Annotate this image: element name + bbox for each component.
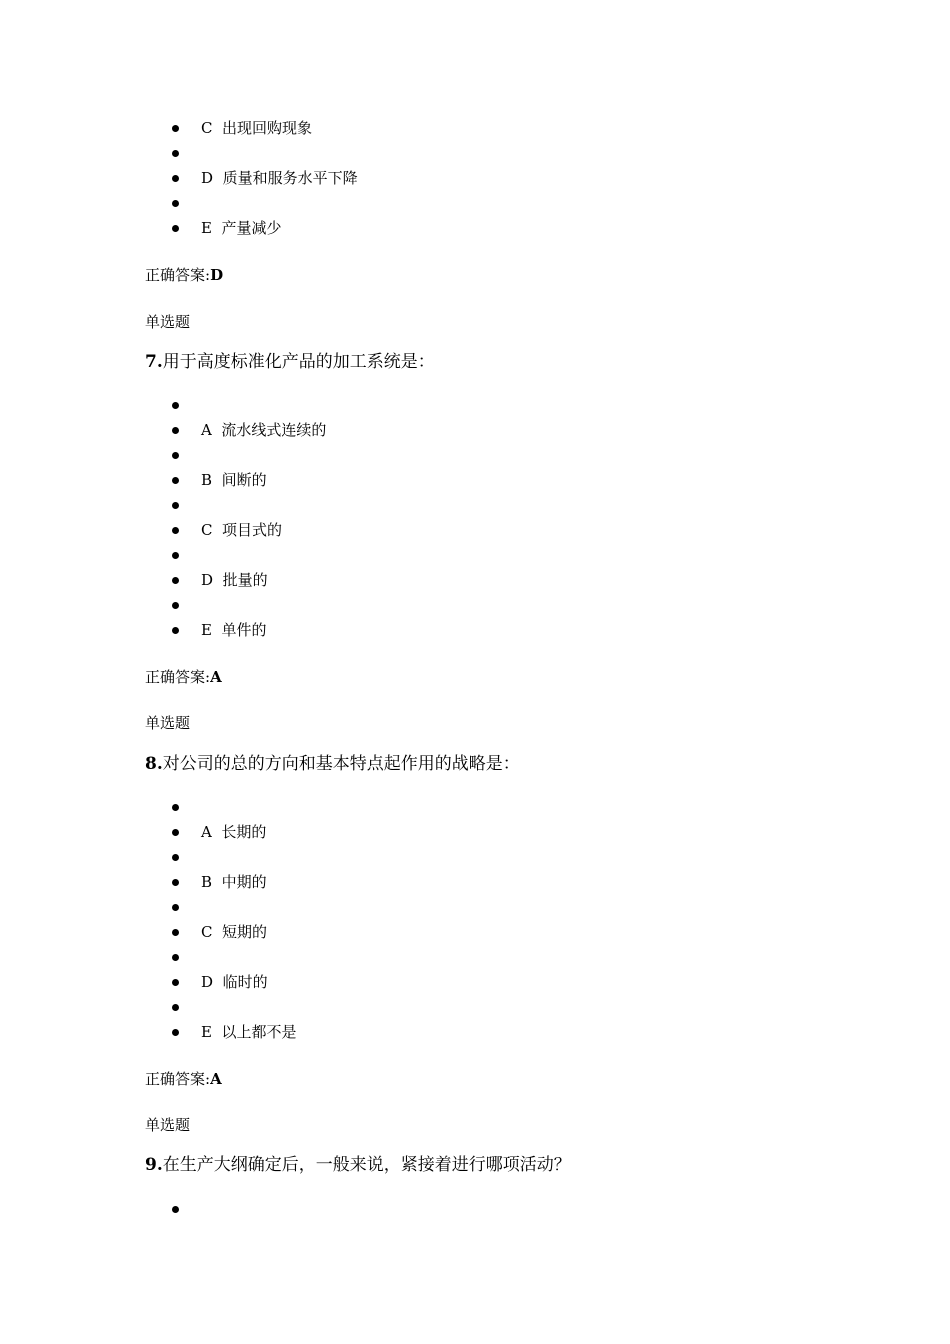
list-bullet [172, 577, 179, 584]
list-bullet [172, 175, 179, 182]
option-text: 短期的 [222, 923, 268, 941]
list-bullet [172, 954, 179, 961]
list-bullet [172, 125, 179, 132]
list-bullet [172, 627, 179, 634]
question-number: 9. [145, 1155, 163, 1175]
option-letter: C [201, 521, 213, 539]
option-text: 流水线式连续的 [221, 421, 327, 439]
list-bullet [172, 200, 179, 207]
question-type-label: 单选题 [145, 1116, 191, 1134]
question-text: 对公司的总的方向和基本特点起作用的战略是： [162, 754, 520, 774]
option-d [201, 571, 268, 589]
correct-answer [145, 1070, 222, 1088]
question-type-label: 单选题 [145, 714, 191, 732]
option-e [201, 621, 267, 639]
list-bullet [172, 552, 179, 559]
option-text: 批量的 [222, 571, 268, 589]
answer-value: A [210, 1070, 222, 1088]
option-text: 质量和服务水平下降 [222, 169, 358, 187]
answer-value: A [210, 668, 222, 686]
option-a [201, 421, 326, 439]
list-bullet [172, 1206, 179, 1213]
option-text: 临时的 [222, 973, 268, 991]
option-b [201, 873, 267, 891]
list-bullet [172, 527, 179, 534]
option-text: 产量减少 [221, 219, 282, 237]
list-bullet [172, 929, 179, 936]
answer-value: D [210, 266, 224, 284]
list-bullet [172, 427, 179, 434]
option-letter: D [201, 973, 214, 991]
list-bullet [172, 225, 179, 232]
option-text: 单件的 [221, 621, 267, 639]
question-text: 用于高度标准化产品的加工系统是： [162, 352, 435, 372]
list-bullet [172, 402, 179, 409]
question-7 [145, 352, 435, 372]
option-letter: E [201, 1023, 212, 1041]
option-c [201, 521, 282, 539]
option-letter-c [201, 119, 312, 137]
question-9 [145, 1155, 571, 1175]
list-bullet [172, 1004, 179, 1011]
answer-label: 正确答案: [145, 266, 211, 284]
option-text: 间断的 [221, 471, 267, 489]
option-a [201, 823, 266, 841]
correct-answer [145, 668, 222, 686]
list-bullet [172, 904, 179, 911]
option-c [201, 923, 267, 941]
list-bullet [172, 150, 179, 157]
option-letter: D [201, 169, 214, 187]
list-bullet [172, 1029, 179, 1036]
option-letter: E [201, 621, 212, 639]
option-text: 以上都不是 [221, 1023, 297, 1041]
option-letter: A [201, 823, 212, 841]
option-text: 长期的 [221, 823, 267, 841]
list-bullet [172, 854, 179, 861]
option-letter-d [201, 169, 358, 187]
option-letter: A [201, 421, 212, 439]
option-letter: C [201, 923, 213, 941]
option-text: 中期的 [221, 873, 267, 891]
option-letter: B [201, 873, 213, 891]
question-number: 7. [145, 352, 163, 372]
option-b [201, 471, 267, 489]
option-text: 出现回购现象 [222, 119, 313, 137]
question-type-label: 单选题 [145, 313, 191, 331]
answer-label: 正确答案: [145, 1070, 211, 1088]
list-bullet [172, 829, 179, 836]
option-letter: C [201, 119, 213, 137]
option-e [201, 1023, 297, 1041]
option-d [201, 973, 268, 991]
question-8 [145, 754, 520, 774]
list-bullet [172, 452, 179, 459]
correct-answer [145, 266, 223, 284]
question-text: 在生产大纲确定后，一般来说，紧接着进行哪项活动？ [162, 1155, 571, 1175]
list-bullet [172, 879, 179, 886]
option-letter: B [201, 471, 213, 489]
list-bullet [172, 979, 179, 986]
list-bullet [172, 502, 179, 509]
option-letter-e [201, 219, 282, 237]
list-bullet [172, 804, 179, 811]
option-letter: D [201, 571, 214, 589]
option-text: 项目式的 [222, 521, 283, 539]
answer-label: 正确答案: [145, 668, 211, 686]
list-bullet [172, 602, 179, 609]
question-number: 8. [145, 754, 163, 774]
option-letter: E [201, 219, 212, 237]
list-bullet [172, 477, 179, 484]
